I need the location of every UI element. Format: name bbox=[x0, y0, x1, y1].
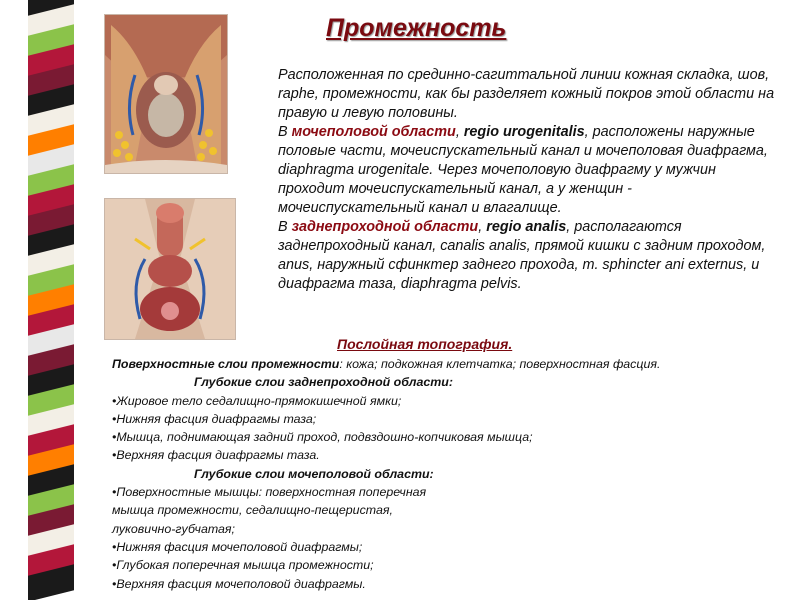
decorative-stripe-border bbox=[28, 0, 74, 600]
description-paragraph-1: Расположенная по срединно-сагиттальной линии кожная складка, шов, raphe, промежности, как бы разделяет кожный покров этой области на правую и левую половины. bbox=[278, 67, 775, 121]
description-text bbox=[278, 66, 778, 294]
description-paragraph-2: В мочеполовой области, regio urogenitalis, расположены наружные половые части, мочеиспускательный канал и мочеполовая диафрагма, diaphragma urogenitale. Через мочеполовую диафрагму у мужчин проходит мочеиспускательный канал, а у женщин - мочеиспускательный канал и влагалище. bbox=[278, 124, 768, 216]
term-anal-region: заднепроходной области bbox=[291, 219, 479, 235]
topography-list bbox=[112, 355, 792, 593]
list-item: мышца промежности, седалищно-пещеристая, bbox=[112, 503, 393, 518]
list-item: •Верхняя фасция диафрагмы таза. bbox=[112, 448, 320, 463]
description-paragraph-3: В заднепроходной области, regio analis, располагаются заднепроходный канал, canalis analis, прямой кишки с задним проходом, anus, наружный сфинктер заднего прохода, m. sphincter ani externus, и диафрагма таза, diaphragma pelvis. bbox=[278, 219, 766, 292]
term-regio-urogenitalis: regio urogenitalis bbox=[463, 124, 585, 140]
list-item: •Мышца, поднимающая задний проход, подвздошно-копчиковая мышца; bbox=[112, 430, 533, 445]
list-item: •Нижняя фасция мочеполовой диафрагмы; bbox=[112, 539, 363, 554]
list-item: •Глубокая поперечная мышца промежности; bbox=[112, 558, 374, 573]
term-regio-analis: regio analis bbox=[486, 219, 567, 235]
perineum-anatomy-image-bottom bbox=[104, 198, 236, 340]
list-item: •Поверхностные мышцы: поверхностная поперечная bbox=[112, 485, 427, 500]
term-urogenital-region: мочеполовой области bbox=[291, 124, 456, 140]
urogenital-deep-layers-heading: Глубокие слои мочеполовой области: bbox=[194, 466, 434, 481]
superficial-layers-line: Поверхностные слои промежности: кожа; подкожная клетчатка; поверхностная фасция. bbox=[112, 357, 661, 371]
list-item: •Нижняя фасция диафрагмы таза; bbox=[112, 411, 317, 426]
list-item: •Верхняя фасция мочеполовой диафрагмы. bbox=[112, 576, 366, 591]
list-item: луковично-губчатая; bbox=[112, 521, 235, 536]
topography-heading: Послойная топография. bbox=[337, 336, 513, 352]
anal-deep-layers-heading: Глубокие слои заднепроходной области: bbox=[194, 375, 453, 390]
page-title: Промежность bbox=[326, 14, 507, 42]
list-item: •Жировое тело седалищно-прямокишечной ямки; bbox=[112, 393, 402, 408]
perineum-anatomy-image-top bbox=[104, 14, 228, 174]
